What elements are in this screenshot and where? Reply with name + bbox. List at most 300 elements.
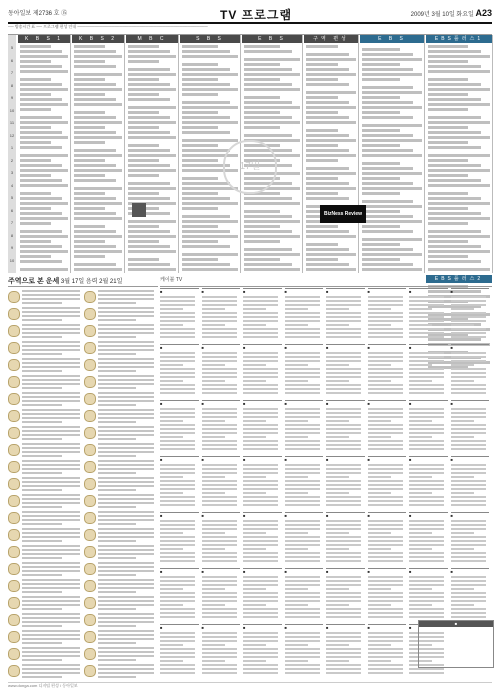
program-line [74, 93, 105, 96]
cable-program-line [368, 552, 403, 554]
cable-program-line [243, 436, 266, 438]
cable-program-line [202, 488, 237, 490]
cable-channel-name: ■ [450, 401, 453, 406]
cable-channel-block [368, 568, 407, 625]
program-line [128, 68, 170, 71]
cable-program-line [202, 364, 225, 366]
horoscope-text [98, 634, 154, 636]
cable-program-line [243, 560, 278, 562]
program-line [20, 136, 68, 139]
program-line [244, 268, 300, 271]
program-line [362, 200, 413, 203]
program-line [428, 60, 468, 63]
cable-program-line [451, 576, 486, 578]
cable-program-line [409, 320, 444, 322]
program-line [428, 192, 468, 195]
horoscope-text [98, 311, 154, 313]
cable-program-line [326, 556, 361, 558]
cable-program-line [285, 640, 320, 642]
program-line [244, 210, 280, 213]
cable-program-line [160, 376, 195, 378]
program-line [182, 263, 230, 266]
cable-program-line [243, 524, 278, 526]
cable-program-line [243, 420, 266, 422]
horoscope-text [22, 664, 80, 666]
cable-program-line [326, 476, 349, 478]
cable-program-line [368, 320, 403, 322]
program-line [244, 73, 300, 76]
cable-program-line [243, 636, 278, 638]
program-line [20, 60, 51, 63]
cable-channel-name: ■ [326, 345, 329, 350]
zodiac-icon [84, 563, 96, 575]
horoscope-text [22, 315, 80, 317]
program-line [128, 121, 176, 124]
program-line [128, 230, 170, 233]
cable-program-line [409, 432, 444, 434]
cable-program-line [451, 484, 486, 486]
program-line [74, 136, 122, 139]
cable-program-line [285, 472, 320, 474]
program-line [182, 139, 238, 142]
program-line [182, 225, 218, 228]
horoscope-text [98, 625, 136, 627]
cable-program-line [202, 432, 237, 434]
cable-program-line [409, 376, 444, 378]
horoscope-row [8, 356, 158, 373]
cable-program-line [409, 616, 444, 618]
zodiac-icon [8, 393, 20, 405]
cable-program-line [451, 440, 486, 442]
horoscope-text [98, 434, 154, 436]
program-line [244, 45, 280, 48]
cable-program-line [326, 384, 361, 386]
horoscope-text [22, 366, 80, 368]
horoscope-text [22, 413, 80, 415]
program-line [128, 159, 159, 162]
cable-channel-block [243, 568, 282, 625]
cable-program-line [368, 308, 391, 310]
program-line [428, 108, 468, 111]
zodiac-icon [8, 529, 20, 541]
cable-program-line [285, 584, 320, 586]
program-line [362, 225, 400, 228]
horoscope-text [98, 362, 154, 364]
cable-program-line [451, 476, 474, 478]
program-line [362, 258, 400, 261]
cable-program-line [202, 328, 237, 330]
cable-program-line [243, 608, 278, 610]
cable-program-line [243, 444, 278, 446]
cable-program-line [160, 380, 183, 382]
program-line [428, 268, 490, 271]
cable-program-line [326, 648, 361, 650]
cable-program-line [243, 520, 278, 522]
cable-program-line [243, 440, 278, 442]
horoscope-text [98, 506, 136, 508]
cable-program-line [451, 616, 486, 618]
cable-program-line [368, 360, 403, 362]
horoscope-text [98, 583, 154, 585]
cable-program-line [368, 412, 403, 414]
cable-program-line [409, 360, 444, 362]
horoscope-text [22, 324, 80, 326]
cable-program-line [160, 500, 195, 502]
ad-banner: BizNess Review [320, 205, 366, 223]
program-line [74, 268, 122, 271]
program-line [20, 55, 68, 58]
program-line [128, 73, 176, 76]
horoscope-text [22, 302, 62, 304]
cable-program-line [326, 392, 361, 394]
horoscope-text [98, 379, 154, 381]
cable-program-line [326, 488, 361, 490]
cable-program-line [326, 632, 361, 634]
cable-channel-name: ■ [160, 457, 163, 462]
cable-channel-name: ■ [160, 569, 163, 574]
zodiac-icon [84, 495, 96, 507]
cable-program-line [409, 668, 444, 670]
cable-program-line [368, 672, 403, 674]
cable-program-line [409, 420, 432, 422]
zodiac-icon [84, 376, 96, 388]
cable-channel-name: ■ [243, 569, 246, 574]
cable-program-line [326, 332, 361, 334]
cable-program-line [285, 556, 320, 558]
cable-program-line [160, 616, 195, 618]
cable-program-line [368, 416, 403, 418]
zodiac-icon [84, 631, 96, 643]
program-line [428, 174, 468, 177]
program-line [244, 263, 292, 266]
cable-channel-block [451, 512, 490, 569]
cable-program-line [160, 488, 195, 490]
cable-program-line [160, 640, 195, 642]
horoscope-text [98, 460, 154, 462]
cable-program-line [243, 648, 278, 650]
horoscope-text [98, 617, 154, 619]
zodiac-icon [84, 580, 96, 592]
horoscope-text [22, 630, 80, 632]
cable-program-line [202, 380, 225, 382]
cable-program-line [451, 552, 486, 554]
cable-program-line [285, 552, 320, 554]
program-list [126, 45, 178, 271]
cable-channel-name: ■ [284, 345, 287, 350]
cable-program-line [409, 556, 444, 558]
cable-channel-name: ■ [367, 625, 370, 630]
cable-program-line [326, 408, 361, 410]
time-slot: 5 [10, 195, 14, 200]
cable-program-line [202, 504, 237, 506]
cable-program-line [368, 356, 403, 358]
cable-program-line [285, 356, 320, 358]
cable-program-line [326, 604, 349, 606]
horoscope-text [22, 532, 80, 534]
cable-program-line [202, 372, 237, 374]
program-line [128, 93, 159, 96]
zodiac-icon [84, 359, 96, 371]
channel-kbs1 [18, 35, 71, 273]
program-line [74, 131, 116, 134]
cable-program-line [285, 312, 320, 314]
cable-program-line [451, 424, 486, 426]
program-line [428, 212, 481, 215]
horoscope-text [98, 430, 154, 432]
horoscope-row [8, 628, 158, 645]
horoscope-text [22, 659, 62, 661]
cable-program-line [285, 412, 320, 414]
horoscope-text [98, 613, 154, 615]
cable-program-line [285, 588, 308, 590]
cable-program-line [285, 532, 308, 534]
horoscope-text [22, 311, 80, 313]
cable-program-line [326, 548, 349, 550]
cable-program-line [202, 336, 237, 338]
cable-program-line [202, 360, 237, 362]
cable-program-line [202, 440, 237, 442]
cable-channel-name: ■ [450, 513, 453, 518]
horoscope-text [22, 396, 80, 398]
cable-program-line [409, 368, 444, 370]
cable-program-line [451, 600, 486, 602]
program-line [20, 65, 62, 68]
horoscope-text [98, 417, 154, 419]
program-line [20, 222, 51, 225]
horoscope-text [22, 625, 62, 627]
cable-program-line [202, 600, 237, 602]
cable-channel-block [243, 288, 282, 345]
program-line [182, 78, 218, 81]
program-line [182, 192, 218, 195]
horoscope-text [22, 638, 80, 640]
program-line [428, 116, 481, 119]
cable-program-line [202, 412, 237, 414]
cable-program-line [243, 668, 278, 670]
horoscope-text [98, 642, 136, 644]
cable-program-line [451, 612, 486, 614]
program-line [306, 167, 349, 170]
notice-box [418, 620, 494, 668]
cable-program-line [368, 540, 403, 542]
cable-program-line [368, 520, 403, 522]
program-line [362, 162, 400, 165]
cable-program-line [160, 408, 195, 410]
cable-channel-block [326, 456, 365, 513]
program-line [306, 154, 356, 157]
cable-program-line [202, 604, 225, 606]
program-line [428, 202, 490, 205]
horoscope-text [22, 294, 80, 296]
program-line [428, 245, 481, 248]
cable-channel-block [409, 568, 448, 625]
cable-program-line [409, 588, 432, 590]
cable-program-line [451, 528, 486, 530]
program-line [362, 149, 413, 152]
program-line [74, 126, 105, 129]
cable-program-line [409, 596, 444, 598]
cable-program-line [326, 540, 361, 542]
horoscope-text [22, 502, 80, 504]
horoscope-text [22, 290, 80, 292]
horoscope-text [22, 604, 80, 606]
horoscope-text [22, 608, 62, 610]
cable-channel-name: ■ [284, 457, 287, 462]
cable-program-line [285, 416, 320, 418]
zodiac-icon [8, 478, 20, 490]
horoscope-row [8, 458, 158, 475]
cable-program-line [326, 656, 361, 658]
cable-program-line [451, 320, 486, 322]
cable-program-line [243, 316, 278, 318]
cable-program-line [243, 504, 278, 506]
program-line [362, 91, 422, 94]
program-line [20, 240, 51, 243]
time-slot: 6 [10, 57, 14, 63]
cable-program-line [243, 352, 278, 354]
cable-program-line [326, 524, 361, 526]
horoscope-text [22, 468, 80, 470]
cable-channel-block [243, 344, 282, 401]
cable-program-line [326, 336, 361, 338]
cable-program-line [451, 364, 474, 366]
horoscope-text [98, 664, 154, 666]
horoscope-text [98, 468, 154, 470]
cable-channel-name: ■ [243, 625, 246, 630]
horoscope-text [22, 647, 80, 649]
zodiac-icon [8, 325, 20, 337]
cable-program-line [160, 540, 195, 542]
cable-program-line [243, 596, 278, 598]
cable-channel-block [368, 400, 407, 457]
cable-channel-name: ■ [243, 289, 246, 294]
schedule-subline: ── 방송시간 표 ── 프로그램 편성 안내 ────────────────────────────────────────────── [8, 24, 208, 29]
cable-program-line [326, 532, 349, 534]
program-line [362, 134, 413, 137]
cable-program-line [368, 436, 391, 438]
program-line [128, 235, 176, 238]
cable-channel-block [243, 624, 282, 681]
program-line [306, 134, 349, 137]
cable-program-line [243, 580, 278, 582]
cable-program-line [368, 380, 391, 382]
zodiac-icon [8, 410, 20, 422]
cable-program-line [368, 616, 403, 618]
horoscope-text [22, 498, 80, 500]
zodiac-icon [84, 614, 96, 626]
program-line [244, 111, 280, 114]
cable-channel-block [202, 512, 241, 569]
cable-program-line [451, 444, 486, 446]
cable-program-line [285, 484, 320, 486]
cable-channel-name: ■ [409, 569, 412, 574]
cable-program-line [409, 300, 444, 302]
horoscope-text [98, 438, 136, 440]
program-line [428, 45, 468, 48]
cable-program-line [160, 480, 195, 482]
channel-ebs-plus [426, 35, 493, 282]
program-line [74, 217, 122, 220]
cable-program-line [451, 304, 486, 306]
time-slot: 6 [10, 207, 14, 213]
program-line [428, 179, 481, 182]
program-line [428, 136, 490, 139]
horoscope-text [98, 341, 154, 343]
program-line [306, 253, 356, 256]
cable-program-line [202, 416, 237, 418]
cable-program-line [368, 660, 391, 662]
cable-program-line [326, 652, 361, 654]
program-line [182, 197, 230, 200]
cable-channel-block [285, 568, 324, 625]
cable-program-line [285, 432, 320, 434]
cable-program-line [409, 408, 444, 410]
program-line [74, 187, 122, 190]
program-line [306, 111, 338, 114]
horoscope-text [98, 621, 154, 623]
program-line [362, 144, 400, 147]
program-line [128, 116, 170, 119]
cable-program-line [326, 356, 361, 358]
zodiac-icon [8, 495, 20, 507]
cable-program-line [285, 632, 320, 634]
horoscope-text [98, 319, 136, 321]
cable-program-line [368, 524, 403, 526]
cable-channel-name: ■ [409, 289, 412, 294]
cable-program-line [409, 328, 444, 330]
notice-title: ■ [419, 621, 493, 627]
zodiac-icon [8, 665, 20, 677]
program-line [306, 91, 356, 94]
cable-program-line [202, 536, 237, 538]
horoscope-text [98, 472, 136, 474]
cable-program-line [451, 312, 486, 314]
cable-channel-block [326, 512, 365, 569]
horoscope-text [98, 489, 136, 491]
horoscope-text [22, 328, 80, 330]
cable-program-line [326, 636, 361, 638]
program-line [362, 139, 422, 142]
cable-program-line [160, 588, 183, 590]
cable-program-line [409, 488, 444, 490]
cable-program-line [409, 336, 444, 338]
program-line [428, 126, 468, 129]
cable-program-line [285, 656, 320, 658]
cable-program-line [202, 388, 237, 390]
cable-program-line [326, 368, 361, 370]
program-line [128, 111, 159, 114]
program-line [428, 103, 490, 106]
horoscope-text [22, 409, 80, 411]
cable-channel-name: ■ [201, 569, 204, 574]
cable-program-line [451, 604, 474, 606]
channel-header: K B S 1 [18, 35, 70, 43]
cable-program-line [285, 672, 320, 674]
program-line [128, 263, 170, 266]
cable-program-line [451, 488, 486, 490]
program-line [20, 245, 62, 248]
program-line [74, 55, 122, 58]
program-line [244, 50, 292, 53]
cable-program-line [368, 632, 403, 634]
cable-program-line [326, 436, 349, 438]
cable-program-line [285, 480, 320, 482]
program-line [128, 60, 159, 63]
program-line [362, 243, 400, 246]
horoscope-text [22, 336, 62, 338]
channel-header: M B C [126, 35, 178, 43]
program-line [20, 164, 62, 167]
